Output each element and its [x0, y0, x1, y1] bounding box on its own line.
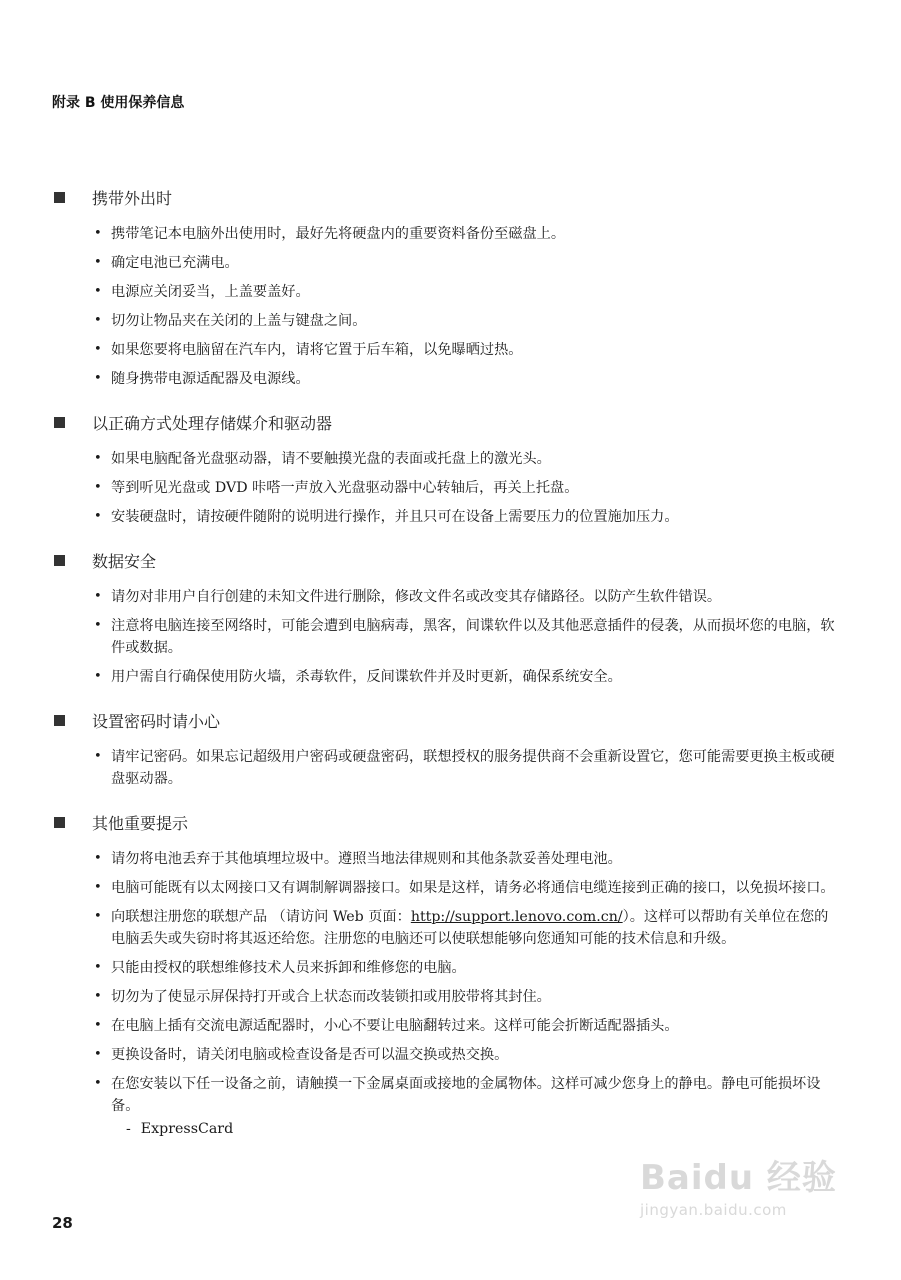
list-item: • 切勿为了使显示屏保持打开或合上状态而改装锁扣或用胶带将其封住。: [52, 986, 842, 1008]
page-header: 附录 B 使用保养信息: [52, 95, 185, 111]
section-title-text: 以正确方式处理存储媒介和驱动器: [92, 413, 333, 433]
sub-list-item: [52, 1118, 842, 1140]
page-number: 28: [52, 1214, 73, 1232]
section-title: [52, 185, 842, 209]
square-bullet-icon: [54, 417, 65, 428]
list-item: • 注意将电脑连接至网络时，可能会遭到电脑病毒，黑客，间谍软件以及其他恶意插件的侵袭，从而损坏您的电脑，软件或数据。: [52, 615, 842, 659]
section-title: [52, 708, 842, 732]
list-item: • 请勿对非用户自行创建的未知文件进行删除，修改文件名或改变其存储路径。以防产生软件错误。: [52, 586, 842, 608]
watermark-url: jingyan.baidu.com: [640, 1201, 787, 1219]
section-title-text: 携带外出时: [92, 188, 173, 208]
section-title-text: 其他重要提示: [92, 813, 189, 833]
list-item: • 在电脑上插有交流电源适配器时，小心不要让电脑翻转过来。这样可能会折断适配器插头。: [52, 1015, 842, 1037]
list-item: • 安装硬盘时，请按硬件随附的说明进行操作，并且只可在设备上需要压力的位置施加压力。: [52, 506, 842, 528]
list-item: • 随身携带电源适配器及电源线。: [52, 368, 842, 390]
section-title-text: 设置密码时请小心: [92, 711, 221, 731]
document-body: [52, 185, 842, 1140]
list-item: • 如果电脑配备光盘驱动器，请不要触摸光盘的表面或托盘上的激光头。: [52, 448, 842, 470]
square-bullet-icon: [54, 715, 65, 726]
list-item: • 电脑可能既有以太网接口又有调制解调器接口。如果是这样，请务必将通信电缆连接到正确的接口，以免损坏接口。: [52, 877, 842, 899]
section-title: [52, 548, 842, 572]
sub-item-text: ExpressCard: [140, 1121, 234, 1137]
list-item: • 用户需自行确保使用防火墙，杀毒软件，反间谍软件并及时更新，确保系统安全。: [52, 666, 842, 688]
bullet-list: [52, 746, 842, 790]
list-item: • 确定电池已充满电。: [52, 252, 842, 274]
list-item: • 向联想注册您的联想产品 （请访问 Web 页面：http://support.lenovo.com.cn/）。这样可以帮助有关单位在您的电脑丢失或失窃时将其返还给您。注册您的电脑还可以使联想能够向您通知可能的技术信息和升级。: [52, 906, 842, 950]
section-title-text: 数据安全: [92, 551, 157, 571]
list-item: • 请牢记密码。如果忘记超级用户密码或硬盘密码，联想授权的服务提供商不会重新设置它，您可能需要更换主板或硬盘驱动器。: [52, 746, 842, 790]
list-item: • 在您安装以下任一设备之前，请触摸一下金属桌面或接地的金属物体。这样可减少您身上的静电。静电可能损坏设备。: [52, 1073, 842, 1117]
bullet-list: [52, 448, 842, 528]
list-item: • 更换设备时，请关闭电脑或检查设备是否可以温交换或热交换。: [52, 1044, 842, 1066]
support-link[interactable]: http://support.lenovo.com.cn/: [410, 909, 623, 925]
square-bullet-icon: [54, 555, 65, 566]
list-item: • 只能由授权的联想维修技术人员来拆卸和维修您的电脑。: [52, 957, 842, 979]
square-bullet-icon: [54, 817, 65, 828]
baidu-watermark: [640, 1150, 840, 1250]
dash-icon: -: [126, 1121, 131, 1137]
section-title: [52, 410, 842, 434]
square-bullet-icon: [54, 192, 65, 203]
list-item: • 携带笔记本电脑外出使用时，最好先将硬盘内的重要资料备份至磁盘上。: [52, 223, 842, 245]
list-item: • 电源应关闭妥当，上盖要盖好。: [52, 281, 842, 303]
section-title: [52, 810, 842, 834]
bullet-list: [52, 223, 842, 390]
bullet-list: [52, 848, 842, 1117]
bullet-list: [52, 586, 842, 688]
watermark-logo: Baidu 经验: [640, 1158, 837, 1198]
list-item: • 切勿让物品夹在关闭的上盖与键盘之间。: [52, 310, 842, 332]
list-item: • 如果您要将电脑留在汽车内，请将它置于后车箱，以免曝晒过热。: [52, 339, 842, 361]
list-item: • 请勿将电池丢弃于其他填埋垃圾中。遵照当地法律规则和其他条款妥善处理电池。: [52, 848, 842, 870]
list-item: • 等到听见光盘或 DVD 咔嗒一声放入光盘驱动器中心转轴后，再关上托盘。: [52, 477, 842, 499]
